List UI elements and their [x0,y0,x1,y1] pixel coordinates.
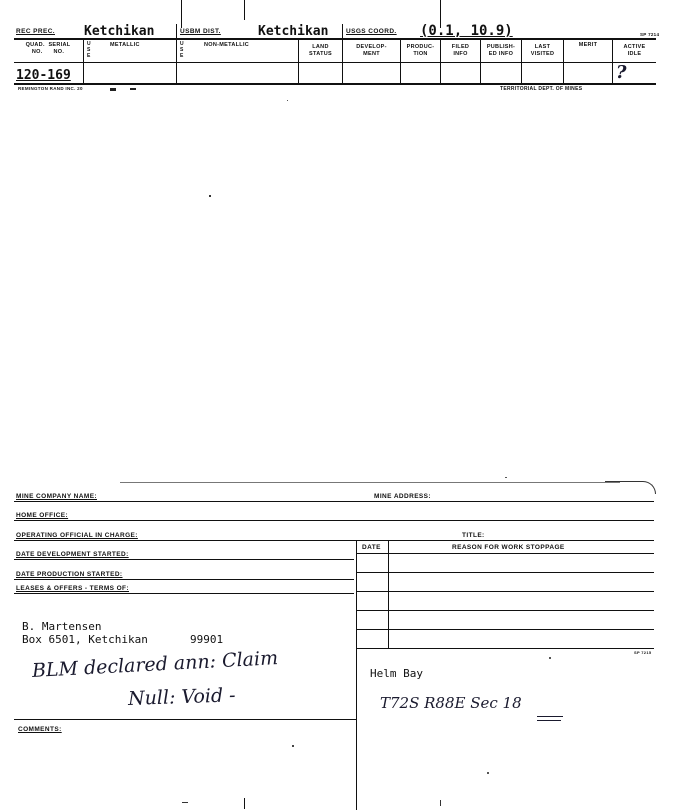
rec-prec-value: Ketchikan [84,24,155,39]
col-use: U S E [87,41,91,59]
mine-address-label: MINE ADDRESS: [374,493,431,500]
col-published-info: PUBLISH- ED INFO [486,44,516,57]
scan-speck [287,100,288,101]
location-name: Helm Bay [370,667,423,680]
col-active-idle: ACTIVE IDLE [623,44,646,57]
home-office-label: HOME OFFICE: [16,512,69,519]
col-quad-serial: QUAD. SERIAL NO. NO. [25,42,71,55]
col-land-status: LAND STATUS [309,44,332,57]
usbm-dist-label: USBM DIST. [180,28,221,35]
quad-serial-value: 120-169 [16,68,71,83]
top-tick-mark [244,0,245,20]
handwritten-note-2: Null: Void - [127,684,236,710]
col-last-visited: LAST VISITED [530,44,555,57]
bottom-form-number: SP 7215 [634,650,652,655]
usgs-coord-label: USGS COORD. [346,28,397,35]
reason-col-label: REASON FOR WORK STOPPAGE [452,544,565,551]
usbm-dist-value: Ketchikan [258,24,329,39]
rec-prec-label: REC PREC. [16,28,55,35]
department: TERRITORIAL DEPT. OF MINES [500,86,583,92]
title-label: TITLE: [462,532,485,539]
usgs-coord-value: (0.1, 10.9) [420,23,513,39]
owner-name: B. Martensen [22,620,102,633]
col-production: PRODUC- TION [406,44,435,57]
date-dev-started-label: DATE DEVELOPMENT STARTED: [16,551,129,558]
top-form-number: SP 7214 [640,32,660,37]
mine-company-name-label: MINE COMPANY NAME: [16,493,97,500]
survey-underline [537,716,563,717]
scan-speck [209,195,211,197]
printer-credit: REMINGTON RAND INC. 20 [18,86,83,91]
bottom-card-line [14,520,654,521]
top-card-line [14,62,656,63]
bottom-tick-mark [244,798,245,809]
owner-address: Box 6501, Ketchikan [22,633,148,646]
col-use-nonmetallic: U S E [180,41,184,59]
bottom-card-line [14,540,654,541]
col-development: DEVELOP- MENT [356,44,387,57]
bottom-card-line [14,501,654,502]
bottom-card-line [14,559,354,560]
bottom-card-line [14,593,354,594]
owner-zip: 99901 [190,633,224,646]
scan-speck [549,657,551,659]
date-prod-started-label: DATE PRODUCTION STARTED: [16,571,123,578]
top-card-line [14,83,656,85]
scan-speck [505,477,507,478]
scan-speck [487,772,489,774]
location-survey: T72S R88E Sec 18 [380,694,522,712]
comments-label: COMMENTS: [18,726,62,733]
col-metallic: METALLIC [110,42,140,48]
col-merit: MERIT [578,42,598,48]
scan-speck [182,802,188,803]
operating-official-label: OPERATING OFFICIAL IN CHARGE: [16,532,138,539]
scan-speck [440,800,444,806]
col-filed-info: FILED INFO [451,44,470,57]
date-col-label: DATE [362,544,381,551]
leases-label: LEASES & OFFERS - TERMS OF: [16,585,129,592]
survey-underline [537,720,561,721]
active-idle-mark: ? [616,62,627,83]
bottom-card-line [14,579,354,580]
top-tick-mark [181,0,182,28]
top-card-line [14,38,656,40]
scan-speck [292,745,294,747]
col-non-metallic: NON-METALLIC [204,42,250,48]
handwritten-note-1: BLM declared ann: Claim [31,647,279,682]
